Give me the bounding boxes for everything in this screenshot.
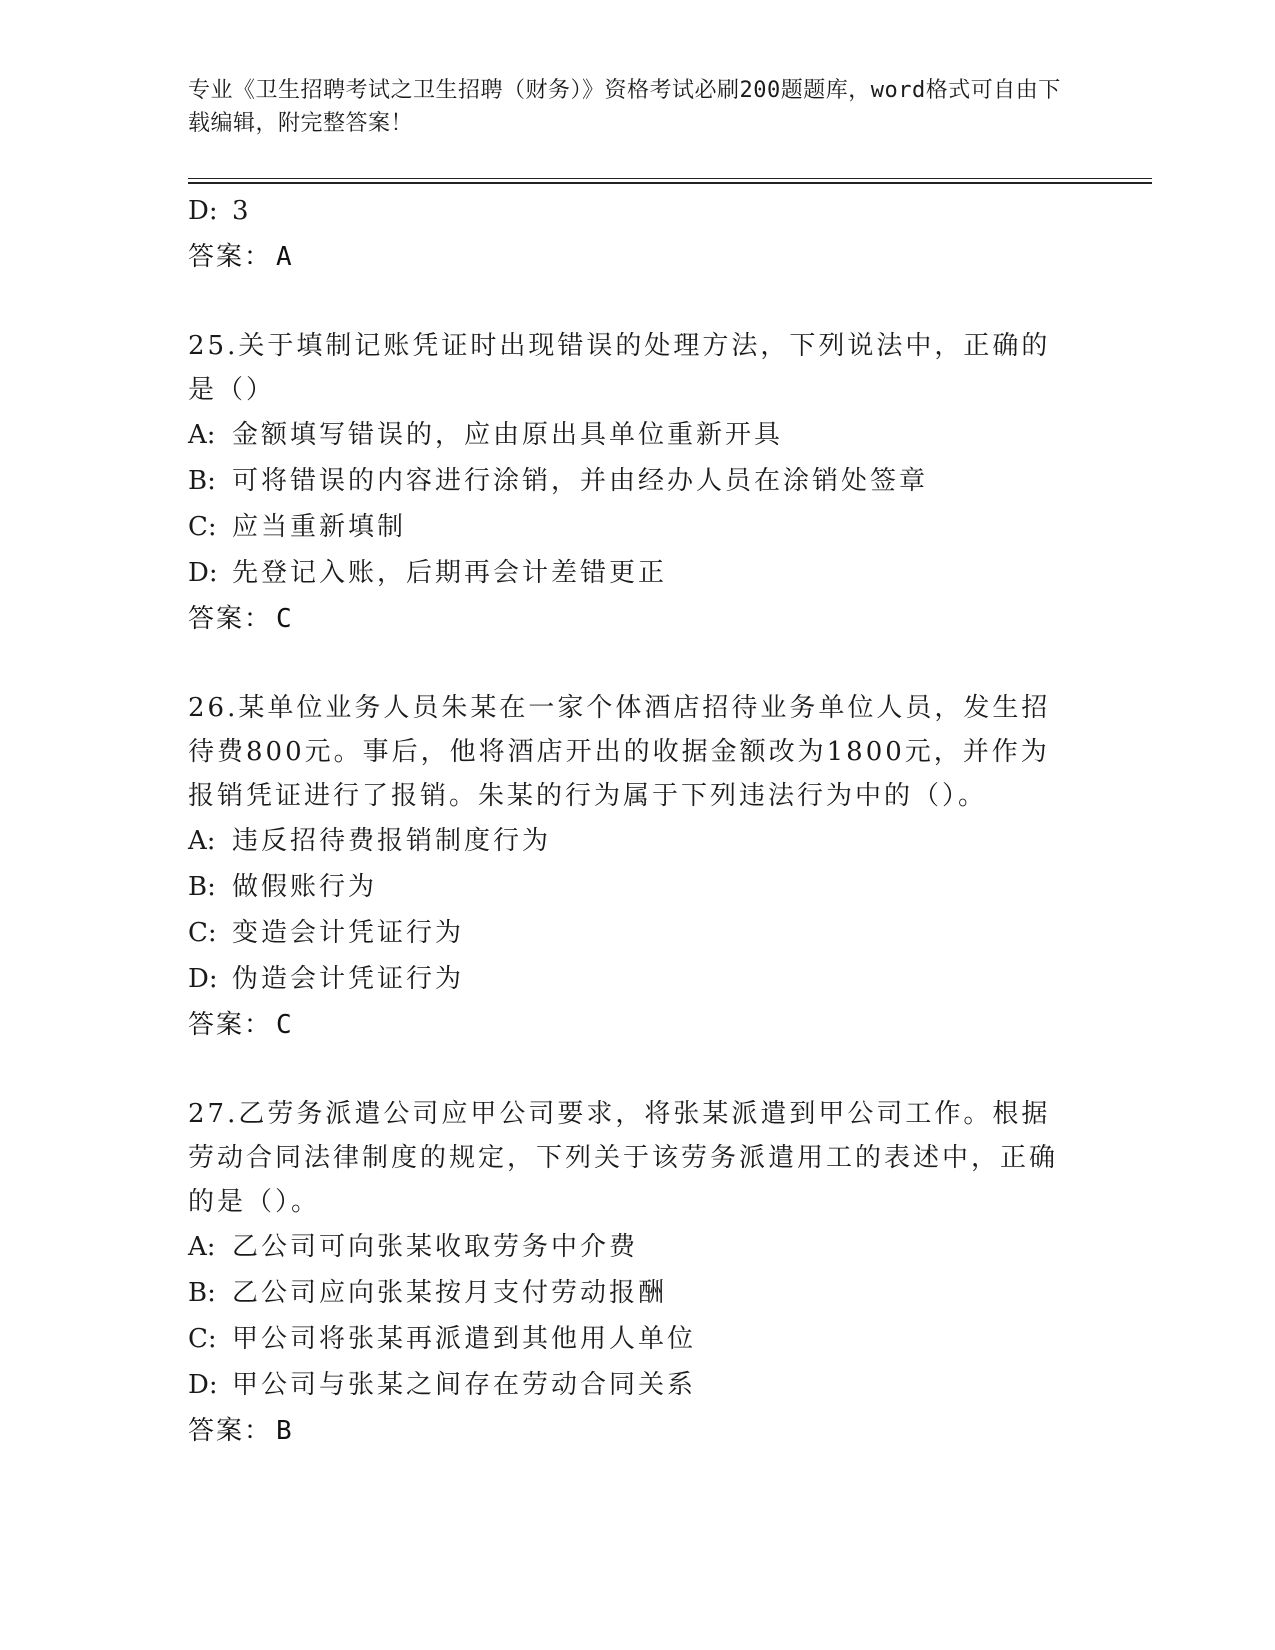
- page-header-title: 专业《卫生招聘考试之卫生招聘（财务）》资格考试必刷200题题库，word格式可自由下载编辑，附完整答案！: [188, 78, 1061, 136]
- question-list: [188, 188, 1088, 1454]
- option-text: 做假账行为: [232, 872, 378, 902]
- prev-option-d: [188, 188, 1088, 234]
- option-key: D:: [188, 196, 218, 226]
- option-key: D:: [188, 558, 218, 588]
- option-key: A:: [188, 826, 216, 856]
- option-d: [188, 956, 1088, 1002]
- answer: [188, 1002, 1088, 1048]
- option-key: C:: [188, 918, 217, 948]
- option-text: 先登记入账，后期再会计差错更正: [232, 558, 668, 588]
- answer-value: B: [276, 1416, 294, 1446]
- option-text: 乙公司可向张某收取劳务中介费: [232, 1232, 639, 1262]
- option-text: 应当重新填制: [232, 512, 407, 542]
- option-b: [188, 864, 1088, 910]
- question-27: [188, 1092, 1088, 1454]
- spacer: [188, 1048, 1088, 1092]
- option-text: 伪造会计凭证行为: [232, 964, 465, 994]
- option-key: C:: [188, 1324, 217, 1354]
- option-c: [188, 1316, 1088, 1362]
- question-text: 26.某单位业务人员朱某在一家个体酒店招待业务单位人员，发生招待费800元。事后，他将酒店开出的收据金额改为1800元，并作为报销凭证进行了报销。朱某的行为属于下列违法行为中的（）。: [188, 693, 1051, 811]
- option-d: [188, 550, 1088, 596]
- header-divider: [188, 178, 1152, 184]
- option-text: 甲公司将张某再派遣到其他用人单位: [232, 1324, 697, 1354]
- option-key: C:: [188, 512, 217, 542]
- question-25: [188, 324, 1088, 642]
- option-text: 甲公司与张某之间存在劳动合同关系: [232, 1370, 697, 1400]
- option-key: B:: [188, 466, 216, 496]
- option-key: D:: [188, 1370, 218, 1400]
- prev-answer: [188, 234, 1088, 280]
- option-d: [188, 1362, 1088, 1408]
- option-key: B:: [188, 872, 216, 902]
- option-key: D:: [188, 964, 218, 994]
- spacer: [188, 642, 1088, 686]
- option-a: [188, 412, 1088, 458]
- option-key: A:: [188, 1232, 216, 1262]
- header-divider-thin: [188, 178, 1152, 179]
- answer-value: A: [276, 242, 294, 272]
- answer-label: 答案：: [188, 1010, 273, 1040]
- option-a: [188, 818, 1088, 864]
- option-b: [188, 458, 1088, 504]
- option-a: [188, 1224, 1088, 1270]
- option-c: [188, 504, 1088, 550]
- option-key: B:: [188, 1278, 216, 1308]
- answer: [188, 1408, 1088, 1454]
- option-b: [188, 1270, 1088, 1316]
- question-text: 25.关于填制记账凭证时出现错误的处理方法，下列说法中，正确的是（）: [188, 331, 1051, 405]
- option-text: 3: [232, 196, 252, 226]
- answer-label: 答案：: [188, 242, 273, 272]
- answer-label: 答案：: [188, 1416, 273, 1446]
- option-text: 变造会计凭证行为: [232, 918, 465, 948]
- option-text: 违反招待费报销制度行为: [232, 826, 552, 856]
- spacer: [188, 280, 1088, 324]
- header-divider-thick: [188, 182, 1152, 184]
- answer-value: C: [276, 604, 294, 634]
- answer-label: 答案：: [188, 604, 273, 634]
- question-26: [188, 686, 1088, 1048]
- answer: [188, 596, 1088, 642]
- question-text: 27.乙劳务派遣公司应甲公司要求，将张某派遣到甲公司工作。根据劳动合同法律制度的规定，下列关于该劳务派遣用工的表述中，正确的是（）。: [188, 1099, 1059, 1217]
- option-key: A:: [188, 420, 216, 450]
- option-text: 乙公司应向张某按月支付劳动报酬: [232, 1278, 668, 1308]
- option-text: 金额填写错误的，应由原出具单位重新开具: [232, 420, 784, 450]
- answer-value: C: [276, 1010, 294, 1040]
- option-c: [188, 910, 1088, 956]
- option-text: 可将错误的内容进行涂销，并由经办人员在涂销处签章: [232, 466, 929, 496]
